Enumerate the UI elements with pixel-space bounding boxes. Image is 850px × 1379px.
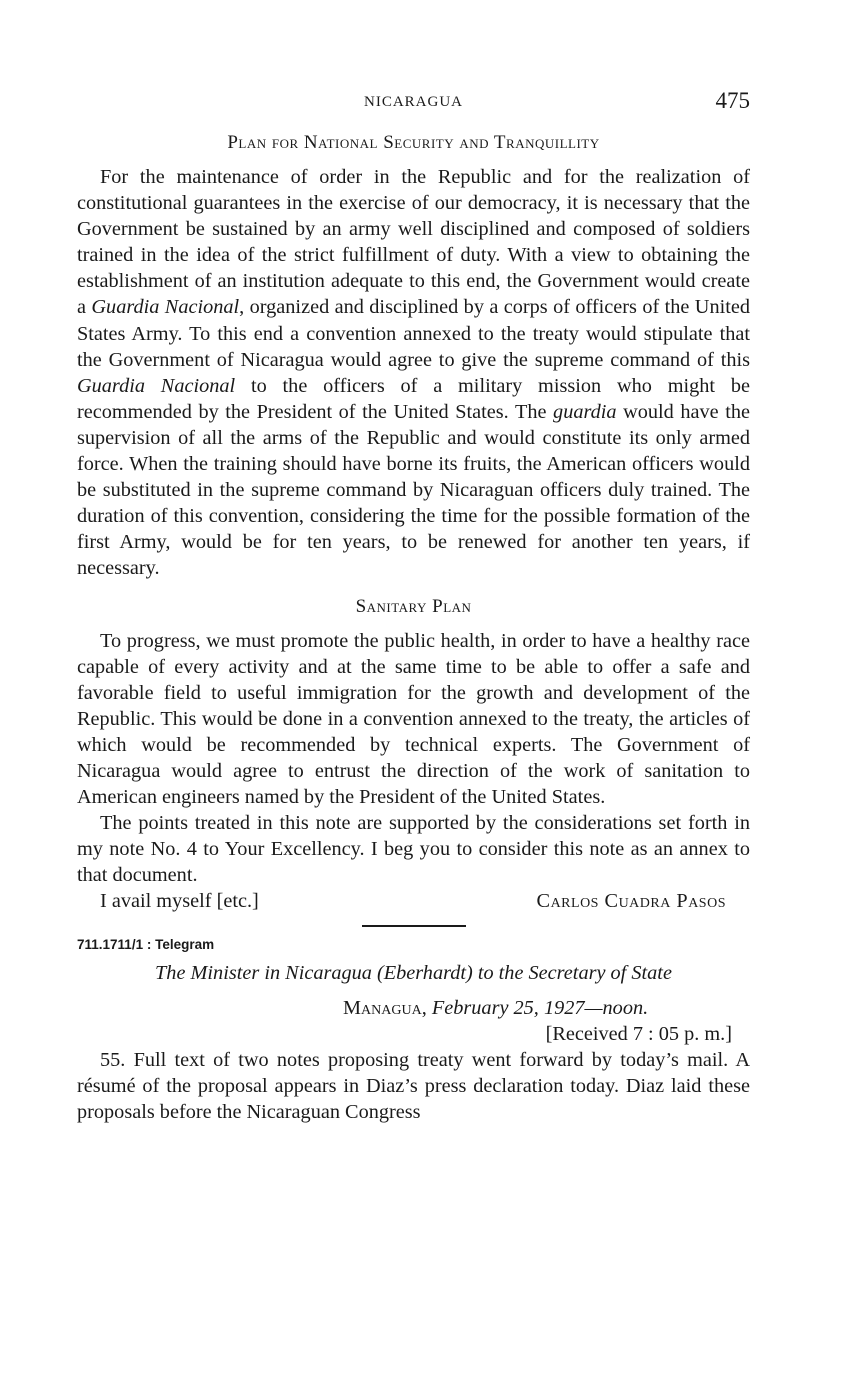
text-run: to the officers of a military mission who might be recommended by the President of the United States. The — [77, 374, 750, 423]
document-page — [77, 88, 750, 1125]
divider-rule — [362, 925, 466, 927]
section-heading-security: Plan for National Security and Tranquillity — [227, 132, 600, 153]
closing-text: I avail myself [etc.] — [100, 890, 259, 913]
section-heading-sanitary: Sanitary Plan — [355, 595, 472, 617]
text-run: would have the supervision of all the arms of the Republic and would constitute its only armed force. When the training should have borne its fruits, the American officers would be substituted in the supreme command by Nicaraguan officers duly trained. The duration of this convention, considering the time for the possible formation of the first Army, would be for ten years, to be renewed for another ten years, if necessary. — [77, 400, 750, 580]
page-header — [77, 88, 750, 120]
emphasis-guardia: guardia — [553, 400, 617, 423]
received-note: [Received 7 : 05 p. m.] — [545, 1022, 732, 1045]
text-run: For the maintenance of order in the Republic and for the realization of constitutional guarantees in the exercise of our democracy, it is necessary that the Government be sustained by an army well disciplined and composed of soldiers trained in the idea of the strict fulfillment of duty. With a view to obtaining the establishment of an institution adequate to this end, the Government would create a — [77, 166, 750, 319]
closing-line — [77, 888, 750, 914]
page-number: 475 — [715, 88, 750, 113]
dateline-date: February 25, 1927—noon. — [431, 996, 649, 1019]
document-title: The Minister in Nicaragua (Eberhardt) to the Secretary of State — [155, 961, 672, 984]
paragraph-security-plan — [77, 164, 750, 582]
file-reference: 711.1711/1 : Telegram — [77, 936, 215, 952]
signature: Carlos Cuadra Pasos — [536, 890, 726, 913]
dateline — [77, 995, 750, 1021]
emphasis-guardia-nacional: Guardia Nacional — [77, 374, 236, 397]
paragraph-sanitary-plan: To progress, we must promote the public health, in order to have a healthy race capable of every activity and at the same time to be able to offer a safe and favorable field to useful immigration for the growth and development of the Republic. This would be done in a convention annexed to the treaty, the articles of which would be recommended by technical experts. The Government of Nicaragua would agree to entrust the direction of the work of sanitation to American engineers named by the President of the United States. — [77, 629, 750, 809]
text-run: , organized and disciplined by a corps of officers of the United States Army. To this end a convention annexed to the treaty would stipulate that the Government of Nicaragua would agree to give the supreme command of this — [77, 296, 750, 371]
dateline-city: Managua, — [343, 996, 427, 1019]
emphasis-guardia-nacional: Guardia Nacional — [91, 296, 240, 319]
running-head: NICARAGUA — [364, 94, 463, 110]
telegram-body: 55. Full text of two notes proposing treaty went forward by today’s mail. A résumé of the proposal appears in Diaz’s press declaration today. Diaz laid these proposals before the Nicaraguan Congress — [77, 1048, 750, 1123]
paragraph-considerations: The points treated in this note are supported by the considerations set forth in my note No. 4 to Your Excellency. I beg you to consider this note as an annex to that document. — [77, 812, 750, 887]
